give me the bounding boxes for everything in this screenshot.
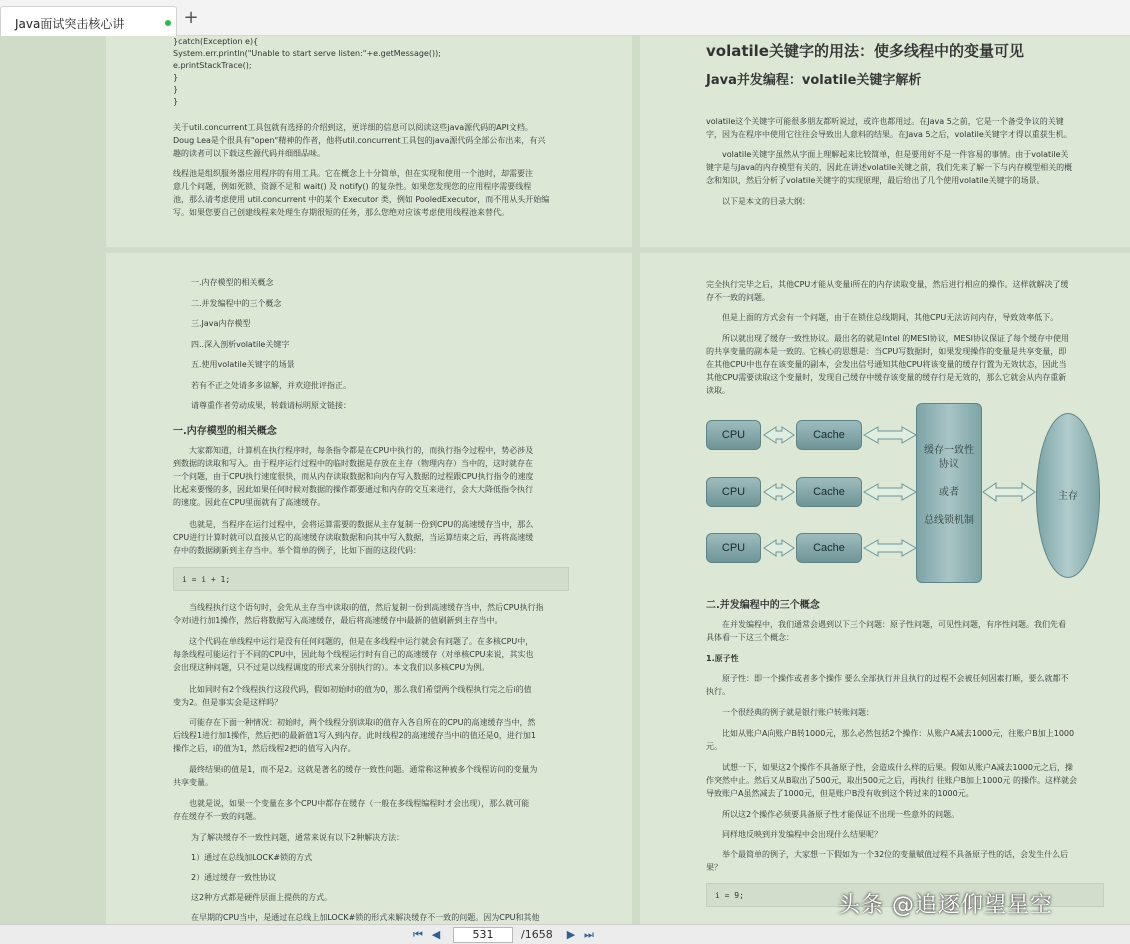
code-block: i = 9; bbox=[706, 883, 1104, 907]
paragraph-line: 具体看一下这三个概念： bbox=[706, 633, 794, 642]
paragraph-line: 比起来要慢的多，因此如果任何时候对数据的操作都要通过和内存的交互来进行，会大大降低指令执行 bbox=[173, 485, 533, 494]
paragraph-line: 原子性：即一个操作或者多个操作 要么全部执行并且执行的过程不会被任何因素打断，要么就都不 bbox=[706, 674, 1069, 683]
paragraph-line: 令对i进行加1操作，然后将数据写入高速缓存，最后将高速缓存中i最新的值刷新到主存当中。 bbox=[173, 616, 503, 625]
paragraph-line: 读取。 bbox=[706, 386, 730, 395]
protocol-spacer bbox=[917, 500, 981, 514]
cpu-box: CPU bbox=[706, 533, 761, 563]
toc-item[interactable]: 二.并发编程中的三个概念 bbox=[191, 299, 282, 308]
subsection-heading: 1.原子性 bbox=[706, 654, 739, 663]
paragraph-line: 比如同时有2个线程执行这段代码，假如初始时i的值为0，那么我们希望两个线程执行完之后i的值 bbox=[173, 685, 532, 694]
previous-page-button[interactable]: ◀ bbox=[431, 928, 441, 941]
code-line: } bbox=[173, 85, 179, 94]
tab-bar bbox=[0, 0, 1130, 36]
paragraph-line: 1）通过在总线加LOCK#锁的方式 bbox=[191, 853, 313, 862]
paragraph-line: 为了解决缓存不一致性问题，通常来说有以下2种解决方法： bbox=[191, 833, 405, 842]
paragraph-line: 其他CPU需要读取这个变量时，发现自己缓存中缓存该变量的缓存行是无效的，那么它就会从内存重新 bbox=[706, 373, 1067, 382]
coherence-protocol-box bbox=[916, 403, 982, 583]
page-number-input[interactable]: 531 bbox=[453, 927, 513, 943]
paragraph-line: 到数据的读取和写入。由于程序运行过程中的临时数据是存放在主存（物理内存）当中的，这时就存在 bbox=[173, 459, 533, 468]
paragraph-line: 作突然中止。然后又从B取出了500元，取出500元之后，再执行 往账户B加上1000元 的操作。这样就会 bbox=[706, 776, 1077, 785]
paragraph-line: 意几个问题，例如死锁、资源不足和 wait() 及 notify() 的复杂性。如果您发现您的应用程序需要线程 bbox=[173, 182, 532, 191]
new-tab-button[interactable]: + bbox=[183, 7, 199, 28]
code-block: i = i + 1; bbox=[173, 567, 569, 591]
toc-item[interactable]: 一.内存模型的相关概念 bbox=[191, 278, 274, 287]
paragraph-line: 请尊重作者劳动成果，转载请标明原文链接： bbox=[191, 401, 351, 410]
paragraph-line: 果？ bbox=[706, 863, 722, 872]
paragraph-line: 以下是本文的目录大纲： bbox=[706, 197, 810, 206]
paragraph-line: 也就是，当程序在运行过程中，会将运算需要的数据从主存复制一份到CPU的高速缓存当中，那么 bbox=[173, 520, 534, 529]
paragraph-line: 试想一下，如果这2个操作不具备原子性，会造成什么样的后果。假如从账户A减去1000元之后，操 bbox=[706, 763, 1073, 772]
last-page-button[interactable]: ⏭ bbox=[584, 928, 594, 941]
cpu-box: CPU bbox=[706, 420, 761, 450]
paragraph-line: 一个很经典的例子就是银行账户转账问题： bbox=[706, 708, 874, 717]
paragraph-line: 完全执行完毕之后，其他CPU才能从变量i所在的内存读取变量，然后进行相应的操作。这样就解决了缓 bbox=[706, 280, 1069, 289]
paragraph-line: 一个问题，由于CPU执行速度很快，而从内存读取数据和向内存写入数据的过程跟CPU执行指令的速度 bbox=[173, 472, 534, 481]
page-bottom-left bbox=[106, 253, 632, 924]
protocol-spacer bbox=[917, 472, 981, 486]
protocol-line: 缓存一致性 bbox=[924, 445, 974, 456]
paragraph-line: 会出现这种问题，只不过是以线程调度的形式来分别执行的）。本文我们以多核CPU为例。 bbox=[173, 663, 490, 672]
cache-box: Cache bbox=[796, 420, 862, 450]
paragraph-line: 所以这2个操作必须要具备原子性才能保证不出现一些意外的问题。 bbox=[706, 810, 960, 819]
paragraph-line: 变为2。但是事实会是这样吗？ bbox=[173, 698, 283, 707]
paragraph-line: 的速度。因此在CPU里面就有了高速缓存。 bbox=[173, 498, 326, 507]
paragraph-line: 每条线程可能运行于不同的CPU中，因此每个线程运行时有自己的高速缓存（对单核CPU来说，其实也 bbox=[173, 650, 534, 659]
paragraph-line: 念和知识，然后分析了volatile关键字的实现原理，最后给出了几个使用volatile关键字的场景。 bbox=[706, 176, 1045, 185]
paragraph-line: 存在缓存不一致的问题。 bbox=[173, 812, 261, 821]
paragraph-line: 可能存在下面一种情况：初始时，两个线程分别读取i的值存入各自所在的CPU的高速缓存当中，然 bbox=[173, 718, 536, 727]
document-tab[interactable] bbox=[0, 6, 177, 36]
paragraph-line: 的共享变量的副本是一致的。它核心的思想是：当CPU写数据时，如果发现操作的变量是共享变量，即 bbox=[706, 347, 1067, 356]
code-line: e.printStackTrace(); bbox=[173, 61, 252, 70]
toc-item[interactable]: 五.使用volatile关键字的场景 bbox=[191, 360, 295, 369]
paragraph-line: 存不一致的问题。 bbox=[706, 293, 770, 302]
paragraph-line: 所以就出现了缓存一致性协议。最出名的就是Intel 的MESI协议，MESI协议保证了每个缓存中使用 bbox=[706, 334, 1070, 343]
paragraph-line: 元。 bbox=[706, 742, 722, 751]
paragraph-line: 大家都知道，计算机在执行程序时，每条指令都是在CPU中执行的，而执行指令过程中，势必涉及 bbox=[173, 446, 534, 455]
paragraph-line: 比如从账户A向账户B转1000元，那么必然包括2个操作：从账户A减去1000元，往账户B加上1000 bbox=[706, 729, 1075, 738]
main-memory-ellipse: 主存 bbox=[1036, 413, 1100, 578]
cpu-box: CPU bbox=[706, 477, 761, 507]
first-page-button[interactable]: ⏮ bbox=[413, 928, 423, 941]
cache-box: Cache bbox=[796, 533, 862, 563]
paragraph-line: 执行。 bbox=[706, 687, 730, 696]
paragraph-line: 最终结果i的值是1，而不是2。这就是著名的缓存一致性问题。通常称这种被多个线程访问的变量为 bbox=[173, 765, 538, 774]
section-heading: 一.内存模型的相关概念 bbox=[173, 426, 277, 437]
code-line: } bbox=[173, 97, 179, 106]
paragraph-line: 趣的读者可以下载这些源代码并细细品味。 bbox=[173, 149, 325, 158]
page-bottom-right bbox=[640, 253, 1130, 924]
paragraph-line: 后线程1进行加1操作，然后把i的最新值1写入到内存。此时线程2的高速缓存当中i的值还是0，进行加1 bbox=[173, 731, 536, 740]
paragraph-line: CPU进行计算时就可以直接从它的高速缓存读取数据和向其中写入数据，当运算结束之后，再将高速缓 bbox=[173, 533, 534, 542]
paragraph-line: 写。如果您要自己创建线程来处理生存期很短的任务，那么您绝对应该考虑使用线程池来替代。 bbox=[173, 208, 509, 217]
paragraph-line: 关于util.concurrent工具包就有选择的介绍到这，更详细的信息可以阅读这些java源代码的API文档。 bbox=[173, 123, 533, 132]
paragraph-line: 这2种方式都是硬件层面上提供的方式。 bbox=[191, 893, 333, 902]
paragraph-line: Doug Lea是个很具有"open"精神的作者，他将util.concurrent工具包的java源代码全部公布出来，有兴 bbox=[173, 136, 546, 145]
next-page-button[interactable]: ▶ bbox=[566, 928, 576, 941]
paragraph-line: 在其他CPU中也存在该变量的副本，会发出信号通知其他CPU将该变量的缓存行置为无效状态，因此当 bbox=[706, 360, 1067, 369]
toutiao-watermark: 头条 @追逐仰望星空 bbox=[838, 893, 1053, 918]
protocol-line: 协议 bbox=[939, 459, 959, 470]
paragraph-line: 在早期的CPU当中，是通过在总线上加LOCK#锁的形式来解决缓存不一致的问题。因为CPU和其他 bbox=[191, 913, 540, 922]
paragraph-line: 操作之后，i的值为1，然后线程2把i的值写入内存。 bbox=[173, 744, 356, 753]
cache-coherence-diagram bbox=[706, 403, 1106, 583]
unsaved-indicator-icon bbox=[165, 20, 171, 26]
toc-item[interactable]: 四..深入剖析volatile关键字 bbox=[191, 340, 290, 349]
paragraph-line: 池，那么请考虑使用 util.concurrent 中的某个 Executor 类，例如 PooledExecutor，而不用从头开始编 bbox=[173, 195, 550, 204]
paragraph-line: 同样地反映到并发编程中会出现什么结果呢？ bbox=[706, 830, 882, 839]
paragraph-line: 共享变量。 bbox=[173, 778, 213, 787]
page-top-right bbox=[640, 36, 1130, 247]
paragraph-line: 也就是说，如果一个变量在多个CPU中都存在缓存（一般在多线程编程时才会出现），那么就可能 bbox=[173, 799, 530, 808]
paragraph-line: volatile关键字虽然从字面上理解起来比较简单，但是要用好不是一件容易的事情。由于volatile关 bbox=[706, 150, 1069, 159]
code-line: }catch(Exception e){ bbox=[173, 37, 259, 46]
paragraph-line: 若有不正之处请多多谅解，并欢迎批评指正。 bbox=[191, 381, 351, 390]
paragraph-line: 举个最简单的例子，大家想一下假如为一个32位的变量赋值过程不具备原子性的话，会发生什么后 bbox=[706, 850, 1069, 859]
paragraph-line: 这个代码在单线程中运行是没有任何问题的，但是在多线程中运行就会有问题了。在多核CPU中， bbox=[173, 637, 534, 646]
document-viewer[interactable] bbox=[0, 36, 1130, 924]
protocol-line: 总线锁机制 bbox=[924, 515, 974, 526]
page-navigation-bar bbox=[0, 924, 1130, 944]
paragraph-line: 导致账户A虽然减去了1000元，但是账户B没有收到这个转过来的1000元。 bbox=[706, 789, 974, 798]
paragraph-line: 线程池是组织服务器应用程序的有用工具。它在概念上十分简单，但在实现和使用一个池时，却需要注 bbox=[173, 169, 533, 178]
tab-title: Java面试突击核心讲 bbox=[15, 17, 125, 31]
paragraph-line: 当线程执行这个语句时，会先从主存当中读取i的值，然后复制一份到高速缓存当中，然后CPU执行指 bbox=[173, 603, 544, 612]
total-pages: /1658 bbox=[521, 928, 553, 941]
paragraph-line: 字，因为在程序中使用它往往会导致出人意料的结果。在Java 5之后，volatile关键字才得以重获生机。 bbox=[706, 130, 1072, 139]
article-subtitle: Java并发编程：volatile关键字解析 bbox=[706, 73, 922, 88]
paragraph-line: 键字是与Java的内存模型有关的，因此在讲述volatile关键之前，我们先来了解一下与内存模型相关的概 bbox=[706, 163, 1073, 172]
paragraph-line: 存中的数据刷新到主存当中。举个简单的例子，比如下面的这段代码： bbox=[173, 546, 421, 555]
cache-box: Cache bbox=[796, 477, 862, 507]
paragraph-line: 2）通过缓存一致性协议 bbox=[191, 873, 277, 882]
section-heading: 二.并发编程中的三个概念 bbox=[706, 600, 820, 611]
toc-item[interactable]: 三.Java内存模型 bbox=[191, 319, 251, 328]
paragraph-line: volatile这个关键字可能很多朋友都听说过，或许也都用过。在Java 5之前，它是一个备受争议的关键 bbox=[706, 117, 1064, 126]
protocol-line: 或者 bbox=[939, 487, 959, 498]
article-title: volatile关键字的用法：使多线程中的变量可见 bbox=[706, 42, 1024, 60]
paragraph-line: 在并发编程中，我们通常会遇到以下三个问题：原子性问题，可见性问题，有序性问题。我们先看 bbox=[706, 620, 1066, 629]
code-line: System.err.println("Unable to start serve listen:"+e.getMessage()); bbox=[173, 49, 441, 58]
page-top-left bbox=[106, 36, 632, 247]
code-line: } bbox=[173, 73, 179, 82]
paragraph-line: 但是上面的方式会有一个问题，由于在锁住总线期间，其他CPU无法访问内存，导致效率低下。 bbox=[706, 313, 1059, 322]
